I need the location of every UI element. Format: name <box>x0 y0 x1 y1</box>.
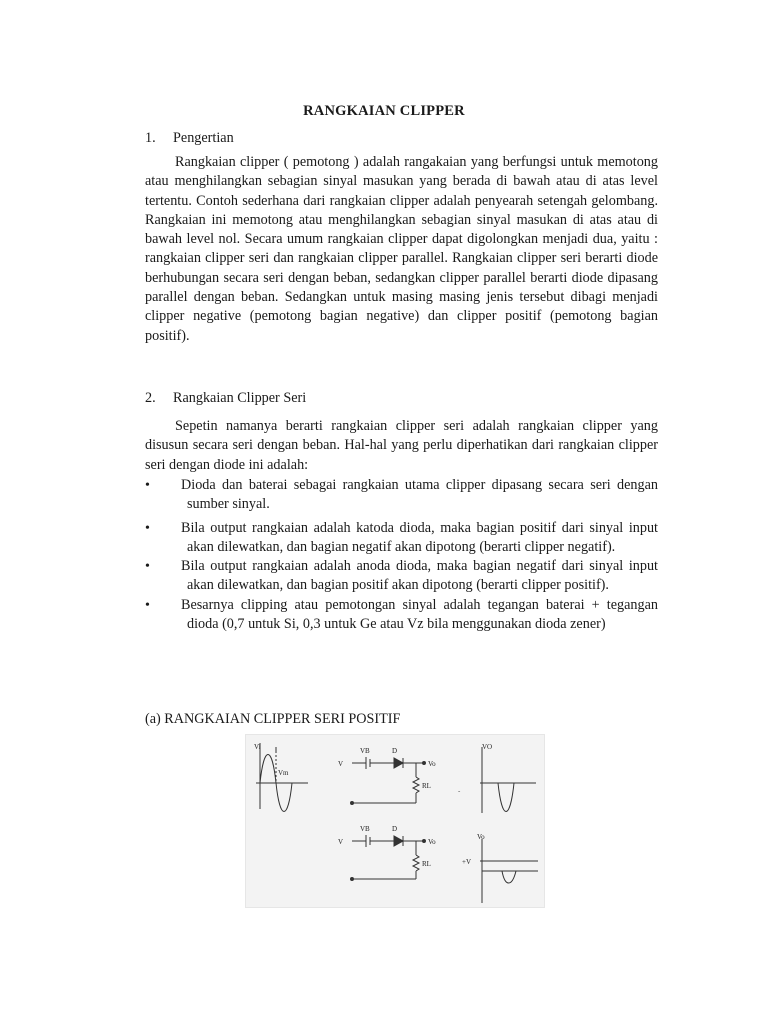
section-2-number: 2. <box>145 390 156 406</box>
bullet-text: Bila output rangkaian adalah anoda dioda, maka bagian negatif dari sinyal input akan dilewatkan, dan bagian positif akan dipotong (berarti clipper positif). <box>181 558 658 594</box>
figure-subheading: (a) RANGKAIAN CLIPPER SERI POSITIF <box>145 711 401 727</box>
bullet-dot: • <box>145 520 150 536</box>
page-title: RANGKAIAN CLIPPER <box>303 103 465 119</box>
bullet-item <box>145 557 658 596</box>
vm-label: Vm <box>278 769 289 777</box>
d-label-bottom: D <box>392 825 398 833</box>
bullet-text: Bila output rangkaian adalah katoda dioda, maka bagian positif dari sinyal input akan dilewatkan, dan bagian negatif akan dipotong (berarti clipper negatif). <box>181 519 658 555</box>
top-circuit <box>351 757 426 805</box>
vo-label-top: Vo <box>428 760 436 768</box>
input-waveform-graph <box>256 743 308 812</box>
vb-label-bottom: VB <box>360 825 370 833</box>
circuit-diagram <box>246 735 544 907</box>
bullet-text: Dioda dan baterai sebagai rangkaian utama clipper dipasang secara seri dengan sumber sinyal. <box>181 477 658 513</box>
bullet-dot: • <box>145 478 150 493</box>
section-2-paragraph: Sepetin namanya berarti rangkaian clipper seri adalah rangkaian clipper yang disusun secara seri dengan beban. Hal-hal yang perlu diperhatikan dari rangkaian clipper seri dengan diode ini adalah: <box>145 418 658 473</box>
bullet-text: Besarnya clipping atau pemotongan sinyal adalah tegangan baterai + tegangan dioda (0,7 untuk Si, 0,3 untuk Ge atau Vz bila menggunakan dioda zener) <box>181 596 658 633</box>
bottom-circuit <box>351 835 426 881</box>
output-graph-top <box>480 747 536 813</box>
rl-label-top: RL <box>422 782 431 790</box>
section-1-paragraph: Rangkaian clipper ( pemotong ) adalah rangakaian yang berfungsi untuk memotong atau menghilangkan sebagian sinyal masukan yang berada di bawah atau di atas level tertentu. Contoh sederhana dari rangkaian clipper adalah penyearah setengah gelombang. Rangkaian ini memotong atau menghilangkan sebagian sinyal masukan di atas atau di bawah level nol. Secara umum rangkaian clipper dapat digolongkan menjadi dua, yaitu : rangkaian clipper seri dan rangkaian clipper parallel. Rangkaian clipper seri berarti diode berhubungan secara seri dengan beban, sedangkan clipper parallel berarti diode dipasang parallel dengan beban. Sedangkan untuk masing masing jenis tersebut dibagi menjadi clipper negative (pemotong bagian negative) dan clipper positif (pemotong bagian positif). <box>145 154 658 344</box>
bullet-item <box>145 476 658 515</box>
d-label-top: D <box>392 747 398 755</box>
vo-label-bottom: Vo <box>428 838 436 846</box>
v-label-bottom: V <box>338 838 344 846</box>
vo-graph-label-top: VO <box>482 743 493 751</box>
dash-mark: - <box>458 787 461 795</box>
plus-v-label: +V <box>462 858 472 866</box>
section-1-number: 1. <box>145 130 156 146</box>
section-1-heading <box>145 130 234 147</box>
bullet-item <box>145 596 658 635</box>
clipper-circuit-figure <box>245 734 545 908</box>
vi-label: Vi <box>254 743 261 751</box>
output-graph-bottom <box>480 839 538 903</box>
vb-label-top: VB <box>360 747 370 755</box>
section-1-heading-text: Pengertian <box>173 130 234 146</box>
bullet-item <box>145 519 658 558</box>
v-label-top: V <box>338 760 344 768</box>
bullet-dot: • <box>145 597 150 613</box>
section-2-heading-text: Rangkaian Clipper Seri <box>173 390 307 406</box>
section-2-bullet-list <box>145 476 658 634</box>
bullet-dot: • <box>145 559 150 575</box>
section-2-heading <box>145 390 306 407</box>
vo-graph-label-bottom: Vo <box>477 833 485 841</box>
rl-label-bottom: RL <box>422 860 431 868</box>
